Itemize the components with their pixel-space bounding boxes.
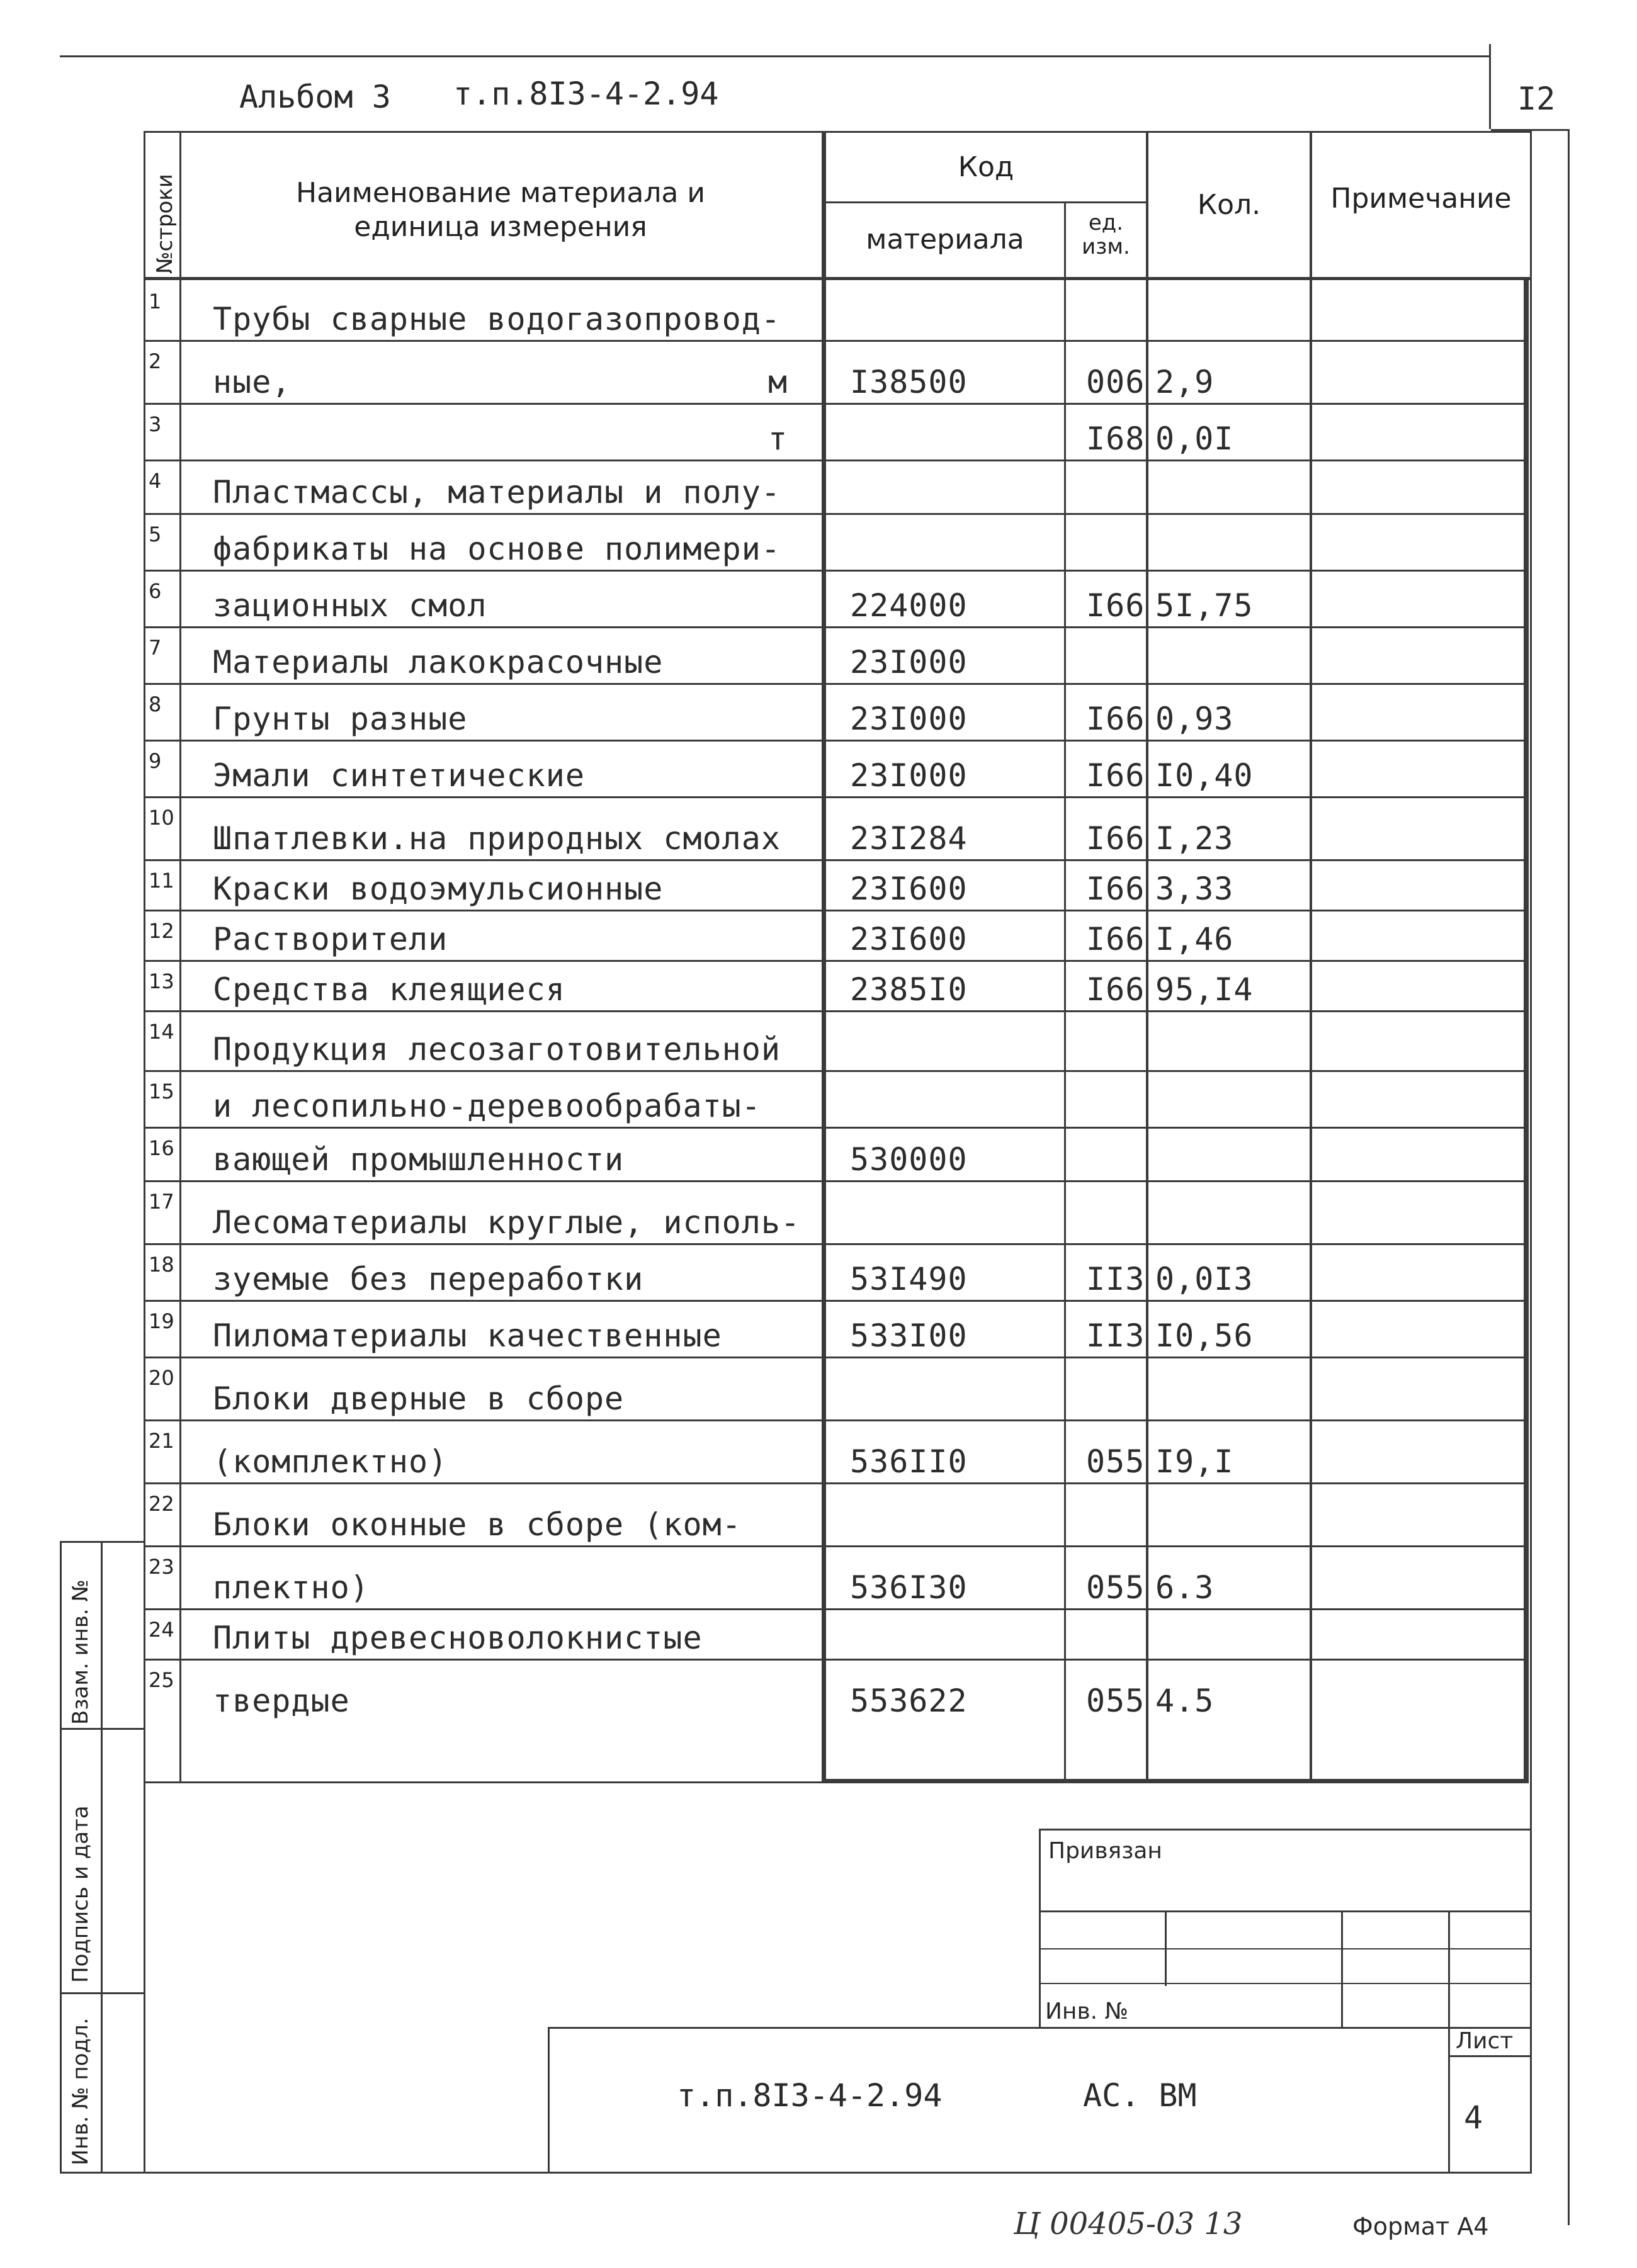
stamp-left	[1039, 1829, 1041, 2027]
inner-right-border	[1530, 131, 1532, 2174]
row-number: 16	[149, 1136, 174, 1160]
quantity: I9,I	[1155, 1443, 1234, 1480]
material-name: Грунты разные	[213, 701, 468, 737]
material-code: 536I30	[850, 1569, 968, 1606]
material-name: Блоки оконные в сборе (ком-	[213, 1506, 742, 1543]
header-note: Примечание	[1330, 183, 1512, 215]
material-code: 533I00	[850, 1317, 968, 1354]
quantity: I0,56	[1155, 1317, 1254, 1354]
material-name: Пластмассы, материалы и полу-	[213, 474, 781, 511]
unit-code: 006	[1086, 364, 1145, 400]
sheet-label: Лист	[1456, 2028, 1514, 2054]
header-bottom-border	[144, 277, 1530, 280]
stamp-inv-no: Инв. №	[1045, 1999, 1129, 2024]
row-divider	[144, 1180, 1526, 1182]
title-block-top	[548, 2027, 1532, 2029]
material-name: вающей промышленности	[213, 1141, 625, 1178]
row-number: 14	[149, 1020, 174, 1044]
header-material-code: материала	[866, 223, 1024, 256]
material-name: ные,	[213, 364, 292, 400]
unit-code: I66	[1086, 871, 1145, 907]
unit-label: т	[768, 420, 788, 457]
material-name: Материалы лакокрасочные	[213, 644, 664, 680]
unit-code: I66	[1086, 921, 1145, 957]
unit-code: I68	[1086, 420, 1145, 457]
unit-code: II3	[1086, 1317, 1145, 1354]
side-stamp-left	[60, 1541, 62, 2174]
side-stamp-div1	[60, 1728, 145, 1730]
material-code: 224000	[850, 587, 968, 624]
material-name: Блоки дверные в сборе	[213, 1380, 625, 1417]
row-number: 19	[149, 1309, 174, 1333]
material-name: Растворители	[213, 921, 448, 957]
header-row-number: №строки	[152, 174, 178, 274]
material-name: и лесопильно-деревообрабаты-	[213, 1088, 761, 1124]
material-name: Трубы сварные водогазопровод-	[213, 301, 781, 337]
material-code: 2385I0	[850, 971, 968, 1008]
quantity: 0,0I	[1155, 420, 1234, 457]
material-name: Пиломатериалы качественные	[213, 1317, 722, 1354]
row-divider	[144, 910, 1526, 911]
material-code: 23I000	[850, 701, 968, 737]
row-divider	[144, 740, 1526, 742]
row-divider	[144, 1608, 1526, 1610]
table-bottom-bold	[822, 1779, 1529, 1783]
row-divider	[144, 1659, 1526, 1661]
title-block-left	[548, 2027, 550, 2174]
row-divider	[144, 1357, 1526, 1358]
title-section: АС. ВМ	[1083, 2077, 1197, 2114]
material-code: I38500	[850, 364, 968, 400]
quantity: I0,40	[1155, 757, 1254, 794]
side-stamp-mid	[101, 1541, 103, 2174]
stamp-col1	[1165, 1910, 1167, 1986]
top-right-tick	[1489, 44, 1491, 129]
stamp-row1	[1039, 1910, 1532, 1912]
row-number: 17	[149, 1190, 174, 1214]
table-bottom-left	[144, 1781, 824, 1783]
stamp-row3	[1039, 1983, 1532, 1984]
row-divider	[144, 683, 1526, 685]
row-divider	[144, 1545, 1526, 1547]
row-number: 24	[149, 1618, 174, 1642]
material-name: Шпатлевки.на природных смолах	[213, 820, 781, 857]
table-top-border	[144, 131, 1530, 133]
material-name: плектно)	[213, 1569, 370, 1606]
stamp-top	[1039, 1829, 1532, 1831]
row-divider	[144, 1010, 1526, 1012]
material-code: 23I600	[850, 871, 968, 907]
stamp-col2	[1341, 1910, 1343, 2027]
outer-right-border	[1568, 129, 1570, 2225]
header-name: Наименование материала и единица измерения	[296, 177, 705, 243]
quantity: 95,I4	[1155, 971, 1254, 1008]
row-divider	[144, 796, 1526, 798]
row-number: 22	[149, 1492, 174, 1516]
row-number: 12	[149, 919, 174, 943]
col-line-note-bold	[1524, 277, 1529, 1783]
row-number: 20	[149, 1366, 174, 1390]
side-stamp-div2	[60, 1992, 145, 1994]
row-number: 23	[149, 1555, 174, 1579]
material-name: (комплектно)	[213, 1443, 448, 1480]
material-name: Продукция лесозаготовительной	[213, 1031, 781, 1068]
unit-code: I66	[1086, 587, 1145, 624]
row-number: 4	[149, 469, 162, 493]
top-border	[60, 55, 1489, 57]
material-name: Средства клеящиеся	[213, 971, 565, 1008]
unit-code: I66	[1086, 757, 1145, 794]
row-number: 11	[149, 869, 174, 893]
quantity: 2,9	[1155, 364, 1215, 400]
col-line-qty	[1310, 131, 1312, 1783]
row-divider	[144, 1127, 1526, 1129]
quantity: 4.5	[1155, 1683, 1215, 1719]
inner-left-border	[144, 131, 145, 2174]
row-number: 5	[149, 522, 162, 546]
header-qty: Кол.	[1197, 189, 1261, 221]
col-line-name	[822, 131, 826, 1783]
row-divider	[144, 1070, 1526, 1072]
quantity: 0,0I3	[1155, 1261, 1254, 1297]
row-number: 3	[149, 412, 162, 436]
side-stamp-bottom	[60, 2172, 145, 2174]
material-code: 23I000	[850, 644, 968, 680]
material-name: твердые	[213, 1683, 350, 1719]
material-name: Плиты древесноволокнистые	[213, 1620, 703, 1656]
format-label: Формат А4	[1352, 2213, 1489, 2240]
page-number: I2	[1517, 81, 1556, 117]
side-stamp-top	[60, 1541, 145, 1543]
row-divider	[144, 859, 1526, 861]
row-divider	[144, 1243, 1526, 1245]
col-line-rowno	[179, 131, 181, 1783]
material-code: 23I600	[850, 921, 968, 957]
stamp-col3	[1448, 1910, 1450, 2172]
sheet-divider	[1448, 2055, 1532, 2057]
material-name: Эмали синтетические	[213, 757, 585, 794]
side-label-podpis: Подпись и дата	[68, 1805, 93, 1983]
material-code: 530000	[850, 1141, 968, 1178]
title-doc-code: т.п.8I3-4-2.94	[677, 2077, 943, 2114]
row-number: 8	[149, 692, 162, 716]
unit-label: м	[768, 364, 788, 400]
row-divider	[144, 403, 1526, 405]
quantity: 5I,75	[1155, 587, 1254, 624]
row-divider	[144, 460, 1526, 461]
material-name: зуемые без переработки	[213, 1261, 644, 1297]
quantity: 3,33	[1155, 871, 1234, 907]
header-code-group: Код	[958, 151, 1014, 183]
unit-code: I66	[1086, 701, 1145, 737]
material-name: фабрикаты на основе полимери-	[213, 531, 781, 567]
unit-code: 055	[1086, 1683, 1145, 1719]
row-number: 15	[149, 1080, 174, 1103]
bottom-border	[144, 2172, 1532, 2174]
material-name: зационных смол	[213, 587, 487, 624]
material-code: 553622	[850, 1683, 968, 1719]
row-divider	[144, 1300, 1526, 1302]
row-divider	[144, 626, 1526, 628]
unit-code: II3	[1086, 1261, 1145, 1297]
row-number: 25	[149, 1668, 174, 1692]
unit-code: I66	[1086, 820, 1145, 857]
stamp-privyazan: Привязан	[1048, 1838, 1162, 1864]
row-number: 7	[149, 636, 162, 660]
row-divider	[144, 513, 1526, 515]
row-number: 18	[149, 1253, 174, 1277]
material-code: 53I490	[850, 1261, 968, 1297]
quantity: I,46	[1155, 921, 1234, 957]
row-number: 9	[149, 749, 162, 773]
quantity: 0,93	[1155, 701, 1234, 737]
quantity: 6.3	[1155, 1569, 1215, 1606]
document-code: т.п.8I3-4-2.94	[453, 76, 719, 112]
unit-code: 055	[1086, 1569, 1145, 1606]
side-label-inv: Инв. № подл.	[68, 2017, 93, 2165]
row-divider	[144, 1482, 1526, 1484]
handwritten-number: Ц 00405-03 13	[1014, 2206, 1243, 2242]
row-number: 1	[149, 290, 162, 313]
side-label-vzam: Взам. инв. №	[68, 1579, 93, 1725]
stamp-row2	[1039, 1948, 1532, 1949]
material-code: 536II0	[850, 1443, 968, 1480]
sheet-number: 4	[1464, 2099, 1483, 2136]
code-subheader-line	[825, 201, 1146, 203]
row-divider	[144, 570, 1526, 572]
header-unit-code: ед. изм.	[1082, 210, 1130, 259]
col-line-unit	[1146, 131, 1148, 1783]
row-number: 21	[149, 1429, 174, 1453]
material-name: Краски водоэмульсионные	[213, 871, 664, 907]
album-label: Альбом 3	[239, 79, 391, 115]
unit-code: 055	[1086, 1443, 1145, 1480]
row-number: 10	[149, 806, 174, 830]
material-name: Лесоматериалы круглые, исполь-	[213, 1204, 801, 1241]
row-number: 2	[149, 349, 162, 373]
unit-code: I66	[1086, 971, 1145, 1008]
material-code: 23I284	[850, 820, 968, 857]
row-divider	[144, 340, 1526, 342]
row-number: 6	[149, 579, 162, 603]
quantity: I,23	[1155, 820, 1234, 857]
row-number: 13	[149, 969, 174, 993]
row-divider	[144, 960, 1526, 962]
row-divider	[144, 1419, 1526, 1421]
material-code: 23I000	[850, 757, 968, 794]
